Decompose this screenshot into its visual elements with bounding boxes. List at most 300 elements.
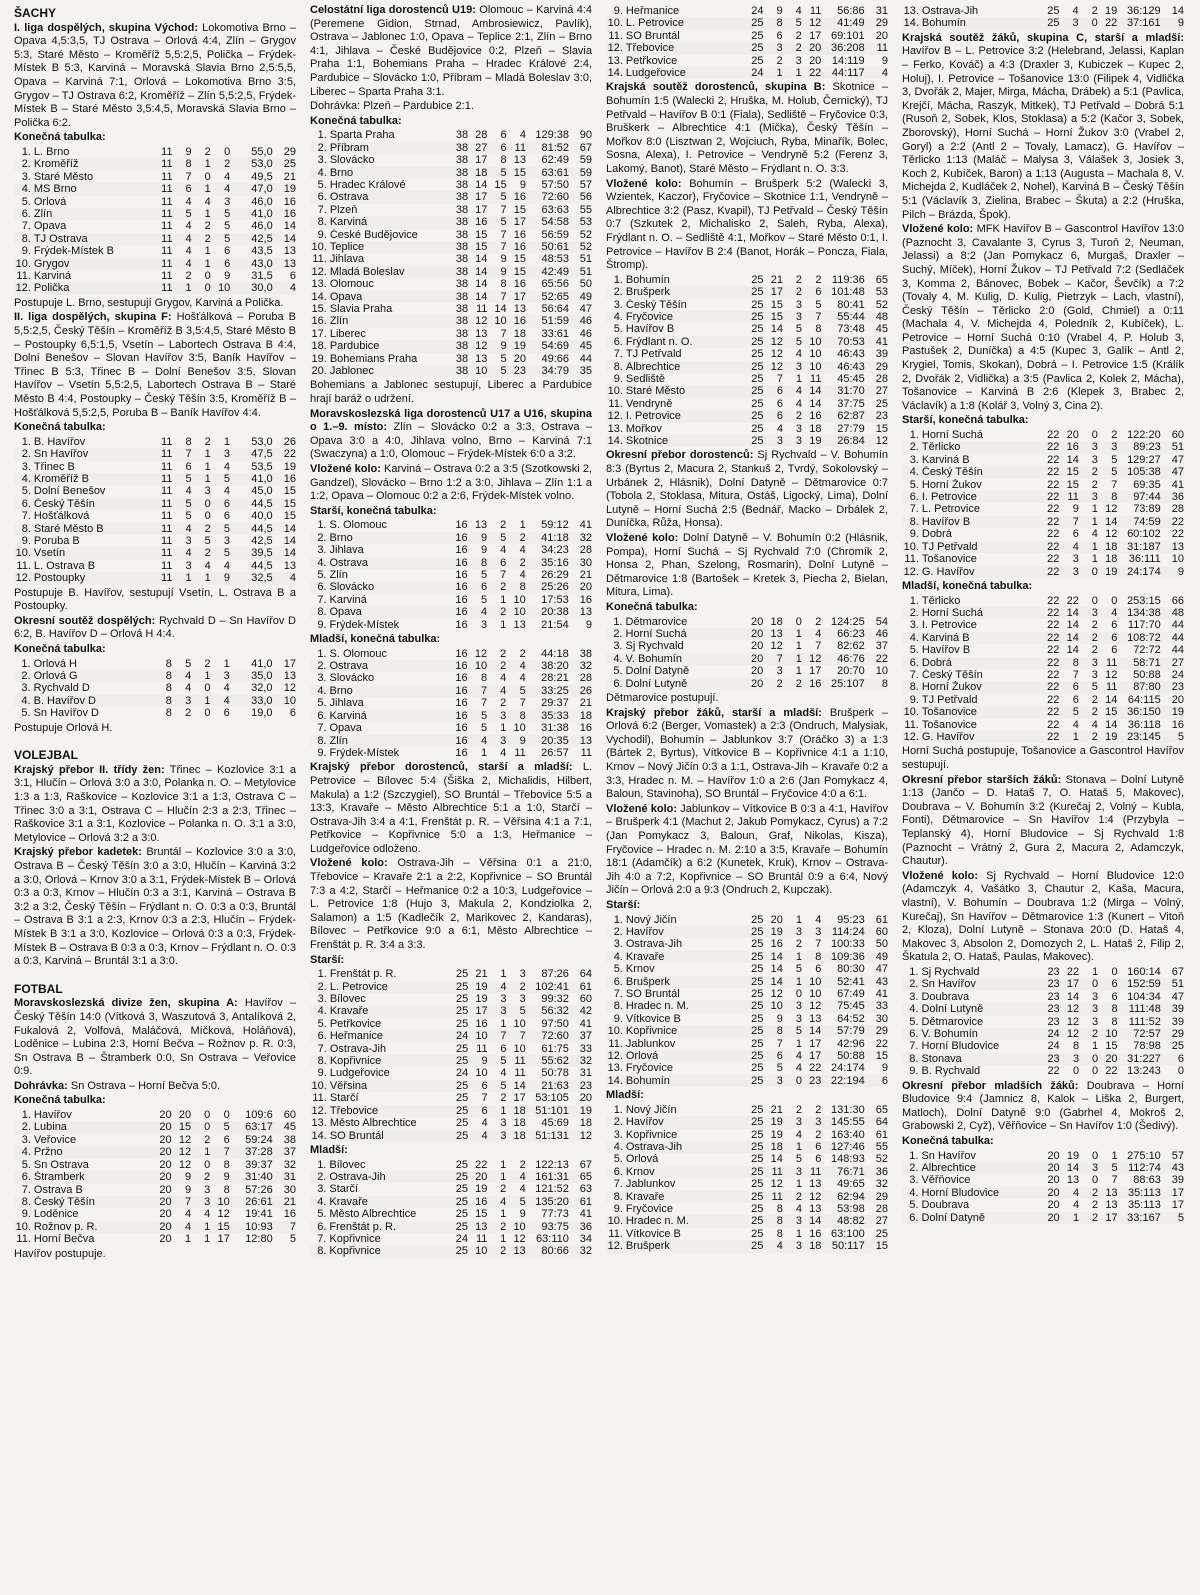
- team-cell: Kravaře: [329, 1005, 369, 1018]
- draws-cell: 2: [1091, 478, 1098, 491]
- paragraph-text: Dětmarovice postupují.: [606, 692, 719, 704]
- team-cell: Zlín: [329, 569, 348, 582]
- wins-cell: 14: [770, 963, 783, 976]
- table-row: [606, 1141, 888, 1153]
- score-cell: 59:24: [245, 1133, 273, 1146]
- played-cell: 20: [751, 652, 764, 665]
- played-cell: 20: [751, 665, 764, 678]
- table-row: [310, 241, 592, 253]
- team-cell: Opava: [329, 722, 362, 735]
- draws-cell: 2: [795, 286, 802, 299]
- wins-cell: 7: [776, 652, 783, 665]
- rank-cell: 16.: [311, 315, 327, 328]
- wins-cell: 17: [475, 191, 488, 204]
- losses-cell: 6: [815, 286, 822, 299]
- paragraph-heading: Starší:: [310, 953, 345, 966]
- score-cell: 88:63: [1133, 1174, 1161, 1187]
- draws-cell: 2: [795, 938, 802, 951]
- draws-cell: 0: [204, 1109, 211, 1122]
- team-cell: Sj Rychvald: [625, 640, 684, 653]
- points-cell: 13: [283, 670, 296, 682]
- table-row: [14, 1171, 296, 1183]
- team-cell: Zlín: [329, 315, 349, 328]
- results-paragraph: [14, 764, 296, 846]
- played-cell: 25: [455, 1220, 468, 1233]
- wins-cell: 3: [185, 694, 192, 707]
- points-cell: 5: [1177, 730, 1184, 743]
- played-cell: 25: [455, 1183, 468, 1196]
- losses-cell: 8: [1111, 491, 1118, 504]
- team-cell: Vsetín: [33, 547, 66, 560]
- rank-cell: 13.: [607, 54, 623, 67]
- losses-cell: 17: [809, 665, 822, 678]
- draws-cell: 1: [795, 627, 802, 640]
- wins-cell: 6: [776, 397, 783, 410]
- losses-cell: 10: [809, 335, 822, 348]
- results-paragraph: [606, 178, 888, 273]
- rank-cell: 6.: [909, 1027, 919, 1040]
- results-paragraph: [606, 707, 888, 802]
- draws-cell: 2: [1091, 5, 1098, 17]
- wins-cell: 5: [481, 569, 488, 582]
- points-cell: 52: [579, 228, 592, 241]
- draws-cell: 4: [795, 348, 802, 361]
- points-cell: 6: [289, 270, 296, 282]
- score-cell: 55,0: [251, 145, 273, 158]
- points-cell: 53: [579, 216, 592, 229]
- points-cell: 29: [283, 145, 296, 158]
- played-cell: 25: [751, 397, 764, 410]
- rank-cell: 2.: [317, 141, 327, 154]
- team-cell: Dětmarovice: [921, 1015, 984, 1028]
- rank-cell: 10.: [15, 1220, 31, 1233]
- rank-cell: 14.: [903, 17, 919, 30]
- wins-cell: 14: [475, 253, 488, 266]
- table-row: [310, 735, 592, 747]
- rank-cell: 2.: [909, 441, 919, 454]
- losses-cell: 12: [1105, 503, 1118, 516]
- draws-cell: 7: [500, 203, 507, 216]
- score-cell: 64:115: [1127, 693, 1161, 706]
- wins-cell: 14: [770, 1153, 783, 1166]
- played-cell: 22: [1047, 706, 1060, 719]
- table-row: [310, 1130, 592, 1142]
- table-row: [902, 619, 1184, 631]
- team-cell: Město Albrechtice: [329, 1208, 417, 1221]
- score-cell: 31:38: [541, 722, 569, 735]
- losses-cell: 9: [224, 270, 231, 282]
- losses-cell: 0: [223, 1109, 230, 1122]
- paragraph-text: Sj Rychvald – Horní Bludovice 12:0 (Adamczyk 4, Vašátko 3, Chautur 2, Kaša, Macura, vlastní), V. Bohumín – Doubrava 1:2 (Mirga – Volný, Kurečaj), Sn Havířov – Dětmarovice 1:3 (Kunert – Vitoň 2, Kloza), Dolní Lutyně – Stonava 20:0 (D. Hataš 4, Makovec 3, Absolon 2, Domozych 2, L. Hataš 2, Filip 2, Škatula 2, O. Hataš, Paulas, Makovec).: [902, 869, 1184, 964]
- played-cell: 25: [751, 286, 764, 299]
- score-cell: 35,0: [251, 670, 273, 682]
- team-cell: Bohumín: [625, 273, 670, 286]
- table-row: [902, 978, 1184, 990]
- table-row: [310, 544, 592, 556]
- played-cell: 8: [165, 707, 172, 720]
- score-cell: 63:110: [536, 1232, 569, 1245]
- played-cell: 22: [1047, 594, 1060, 607]
- draws-cell: 3: [1091, 441, 1098, 454]
- table-row: [902, 491, 1184, 503]
- losses-cell: 18: [513, 1104, 526, 1117]
- rank-cell: 13.: [903, 5, 919, 17]
- table-row: [310, 1080, 592, 1092]
- score-cell: 52:41: [837, 975, 865, 988]
- rank-cell: 12.: [903, 565, 919, 578]
- team-cell: Třebovice: [625, 42, 675, 55]
- wins-cell: 8: [776, 1025, 783, 1038]
- team-cell: Orlová: [625, 1153, 659, 1166]
- standings-table: [310, 519, 592, 631]
- rank-cell: 10.: [607, 1215, 623, 1228]
- played-cell: 11: [161, 460, 173, 473]
- rank-cell: 8.: [613, 1000, 623, 1013]
- points-cell: 25: [875, 1227, 888, 1240]
- table-row: [310, 710, 592, 722]
- points-cell: 39: [1171, 1003, 1184, 1016]
- score-cell: 23:145: [1127, 730, 1161, 743]
- score-cell: 50:78: [541, 1067, 569, 1080]
- points-cell: 36: [1171, 491, 1184, 504]
- rank-cell: 2.: [317, 531, 327, 544]
- table-row: [606, 616, 888, 628]
- table-row: [902, 731, 1184, 743]
- rank-cell: 4.: [909, 1003, 919, 1016]
- draws-cell: 4: [204, 559, 211, 572]
- table-row: [606, 398, 888, 410]
- played-cell: 25: [751, 1153, 764, 1166]
- draws-cell: 2: [1091, 631, 1098, 644]
- table-row: [902, 632, 1184, 644]
- wins-cell: 17: [475, 154, 488, 167]
- table-row: [14, 436, 296, 448]
- rank-cell: 11.: [16, 559, 31, 572]
- points-cell: 30: [283, 1183, 296, 1196]
- played-cell: 38: [455, 166, 469, 179]
- team-cell: Ostrava: [329, 556, 369, 569]
- wins-cell: 9: [481, 1055, 488, 1068]
- draws-cell: 3: [500, 1005, 507, 1018]
- played-cell: 24: [456, 1067, 469, 1080]
- wins-cell: 4: [481, 1129, 488, 1142]
- points-cell: 28: [579, 672, 592, 685]
- rank-cell: 10.: [903, 540, 919, 553]
- rank-cell: 7.: [317, 1042, 327, 1055]
- losses-cell: 19: [809, 435, 822, 448]
- played-cell: 23: [1047, 1052, 1060, 1065]
- played-cell: 25: [751, 1215, 764, 1228]
- table-row: [902, 694, 1184, 706]
- team-cell: Fryčovice: [625, 1203, 673, 1216]
- draws-cell: 3: [1092, 990, 1099, 1003]
- rank-cell: 2.: [317, 980, 327, 993]
- rank-cell: 6.: [21, 1171, 31, 1184]
- wins-cell: 7: [185, 448, 192, 461]
- team-cell: Krnov: [625, 1165, 655, 1178]
- points-cell: 23: [579, 1079, 592, 1092]
- results-paragraph: [310, 100, 592, 114]
- losses-cell: 12: [809, 1190, 822, 1203]
- team-cell: Ostrava-Jih: [329, 1170, 386, 1183]
- played-cell: 25: [455, 1170, 468, 1183]
- losses-cell: 10: [513, 593, 526, 606]
- draws-cell: 2: [500, 1092, 507, 1105]
- draws-cell: 3: [1091, 606, 1098, 619]
- losses-cell: 7: [815, 310, 822, 323]
- draws-cell: 4: [795, 385, 802, 398]
- table-row: [902, 1162, 1184, 1174]
- team-cell: Doubrava: [921, 1199, 970, 1212]
- losses-cell: 4: [815, 627, 822, 640]
- score-cell: 63:61: [541, 166, 570, 179]
- losses-cell: 4: [815, 913, 822, 926]
- draws-cell: 3: [795, 1215, 802, 1228]
- paragraph-heading: Krajská soutěž žáků, skupina C, starší a mladší:: [902, 31, 1184, 44]
- wins-cell: 21: [770, 273, 783, 286]
- played-cell: 11: [161, 472, 173, 485]
- points-cell: 46: [579, 315, 592, 328]
- score-cell: 44:117: [831, 67, 865, 80]
- wins-cell: 14: [1066, 453, 1079, 466]
- points-cell: 64: [579, 968, 592, 981]
- rank-cell: 6.: [909, 491, 919, 504]
- points-cell: 60: [579, 993, 592, 1006]
- played-cell: 20: [159, 1171, 172, 1184]
- score-cell: 108:72: [1127, 631, 1161, 644]
- paragraph-heading: Vložené kolo:: [310, 463, 381, 476]
- draws-cell: 7: [500, 569, 507, 582]
- rank-cell: 1.: [909, 965, 919, 978]
- score-cell: 45:45: [837, 373, 865, 385]
- wins-cell: 15: [475, 241, 488, 253]
- rank-cell: 2.: [21, 670, 31, 682]
- draws-cell: 7: [500, 327, 507, 340]
- wins-cell: 6: [776, 385, 783, 398]
- points-cell: 55: [875, 1141, 888, 1153]
- rank-cell: 1.: [317, 519, 327, 532]
- score-cell: 31:187: [1127, 540, 1161, 553]
- wins-cell: 15: [475, 228, 488, 241]
- wins-cell: 12: [1066, 1015, 1080, 1028]
- score-cell: 53,0: [251, 435, 273, 448]
- wins-cell: 15: [1066, 478, 1079, 491]
- draws-cell: 5: [795, 1153, 802, 1166]
- losses-cell: 22: [1105, 1065, 1118, 1078]
- losses-cell: 13: [809, 1203, 822, 1216]
- points-cell: 26: [283, 435, 296, 448]
- wins-cell: 3: [185, 535, 192, 547]
- rank-cell: 1.: [317, 129, 327, 142]
- table-row: [606, 435, 888, 447]
- team-cell: Havířov B: [625, 323, 675, 336]
- table-row: [310, 581, 592, 593]
- points-cell: 60: [1171, 429, 1184, 442]
- team-cell: Sn Havířov: [921, 1149, 976, 1162]
- played-cell: 38: [455, 315, 469, 328]
- points-cell: 22: [875, 1037, 888, 1050]
- wins-cell: 12: [1066, 1003, 1080, 1016]
- team-cell: Frýdek-Místek B: [33, 245, 114, 258]
- points-cell: 39: [1171, 1015, 1184, 1028]
- table-row: [310, 619, 592, 631]
- wins-cell: 5: [1072, 706, 1079, 719]
- rank-cell: 1.: [317, 968, 327, 981]
- draws-cell: 0: [204, 282, 211, 295]
- rank-cell: 11.: [312, 1092, 327, 1105]
- rank-cell: 14.: [607, 1074, 623, 1087]
- played-cell: 8: [165, 694, 172, 707]
- results-paragraph: [606, 692, 888, 706]
- wins-cell: 8: [776, 17, 783, 30]
- score-cell: 60:102: [1127, 528, 1161, 541]
- team-cell: Starčí: [329, 1183, 359, 1196]
- played-cell: 8: [165, 657, 172, 670]
- played-cell: 11: [161, 448, 173, 461]
- draws-cell: 0: [1092, 978, 1099, 991]
- table-row: [310, 229, 592, 241]
- paragraph-heading: Dohrávka:: [14, 1079, 68, 1092]
- team-cell: Havířov: [625, 1116, 664, 1129]
- team-cell: Tošanovice: [921, 706, 977, 719]
- draws-cell: 4: [500, 1195, 507, 1208]
- score-cell: 45:69: [541, 1117, 569, 1130]
- draws-cell: 4: [500, 980, 507, 993]
- points-cell: 38: [579, 647, 592, 660]
- losses-cell: 12: [513, 1232, 526, 1245]
- wins-cell: 12: [770, 360, 783, 373]
- losses-cell: 17: [513, 290, 526, 303]
- score-cell: 35:16: [541, 556, 569, 569]
- wins-cell: 20: [475, 1170, 488, 1183]
- played-cell: 25: [751, 385, 764, 398]
- points-cell: 29: [875, 1025, 888, 1038]
- played-cell: 22: [1047, 540, 1060, 553]
- points-cell: 16: [579, 593, 592, 606]
- draws-cell: 9: [500, 253, 507, 266]
- losses-cell: 12: [809, 652, 822, 665]
- wins-cell: 16: [475, 1195, 488, 1208]
- played-cell: 11: [161, 572, 173, 585]
- paragraph-text: Postupuje B. Havířov, sestupují Vsetín, L. Ostrava B a Postoupky.: [14, 586, 296, 613]
- score-cell: 134:38: [1127, 606, 1161, 619]
- wins-cell: 20: [178, 1109, 192, 1122]
- losses-cell: 9: [519, 734, 526, 747]
- rank-cell: 7.: [317, 203, 327, 216]
- losses-cell: 16: [809, 410, 822, 423]
- points-cell: 4: [289, 572, 296, 585]
- points-cell: 65: [579, 1170, 592, 1183]
- team-cell: Těrlicko: [921, 594, 961, 607]
- points-cell: 57: [579, 178, 592, 191]
- score-cell: 72:72: [1133, 644, 1161, 657]
- team-cell: Havířov B: [921, 644, 971, 657]
- draws-cell: 0: [795, 987, 802, 1000]
- team-cell: Těrlicko: [921, 441, 961, 454]
- rank-cell: 10.: [311, 1079, 327, 1092]
- wins-cell: 19: [475, 980, 488, 993]
- wins-cell: 6: [1072, 693, 1079, 706]
- team-cell: TJ Petřvald: [625, 348, 682, 361]
- paragraph-heading: I. liga dospělých, skupina Východ:: [14, 21, 198, 34]
- points-cell: 24: [1171, 668, 1184, 681]
- score-cell: 41,0: [251, 657, 273, 670]
- wins-cell: 4: [481, 1117, 488, 1130]
- points-cell: 35: [579, 365, 592, 378]
- rank-cell: 4.: [909, 631, 919, 644]
- team-cell: TJ Ostrava: [33, 232, 88, 245]
- wins-cell: 14: [475, 265, 488, 278]
- team-cell: Hradec n. M.: [625, 1215, 689, 1228]
- rank-cell: 6.: [613, 677, 623, 690]
- standings-table: [14, 146, 296, 295]
- played-cell: 22: [1047, 693, 1060, 706]
- rank-cell: 9.: [613, 1012, 623, 1025]
- points-cell: 59: [579, 166, 592, 179]
- rank-cell: 2.: [909, 606, 919, 619]
- draws-cell: 3: [1092, 1161, 1099, 1174]
- losses-cell: 4: [223, 559, 230, 572]
- paragraph-text: Jablunkov – Vítkovice B 0:3 a 4:1, Havířov – Brušperk 4:1 (Machut 2, Jakub Pomykacz, Cyrus) a 7:2 (Jan Pomykacz 3, Baloun, Graf, Nikolas, Kisza), Fryčovice – Hradec n. M. 2:10 a 3:5, Kravaře – Bohumín 18:1 (Adamčík) a 6:2 (Kunetek, Kruk), Krnov – Ostrava-Jih 4:0 a 7:2, Kopřivnice – SO Bruntál 0:9 a 6:4, Nový Jičín – Orlová 2:0 a 9:3 (Ondruch 2, Kupczak).: [606, 802, 888, 897]
- played-cell: 22: [1047, 565, 1060, 578]
- paragraph-heading: Starší, konečná tabulka:: [310, 504, 437, 517]
- table-row: [310, 303, 592, 315]
- rank-cell: 14.: [311, 290, 327, 303]
- draws-cell: 3: [204, 1195, 211, 1208]
- played-cell: 23: [1047, 978, 1060, 991]
- losses-cell: 11: [1105, 681, 1118, 694]
- team-cell: Frýdek-Místek: [329, 746, 400, 759]
- standings-table: [310, 1159, 592, 1258]
- rank-cell: 6.: [317, 1030, 327, 1043]
- score-cell: 35:33: [541, 709, 569, 722]
- table-row: [310, 672, 592, 684]
- score-cell: 109:36: [831, 950, 865, 963]
- draws-cell: 5: [500, 1055, 507, 1068]
- score-cell: 26:61: [245, 1195, 273, 1208]
- team-cell: Fryčovice: [625, 1062, 673, 1075]
- draws-cell: 1: [500, 1208, 507, 1221]
- table-row: [14, 448, 296, 460]
- points-cell: 32: [283, 1158, 296, 1171]
- points-cell: 5: [1177, 1211, 1184, 1224]
- played-cell: 22: [1047, 730, 1060, 743]
- wins-cell: 8: [185, 158, 192, 171]
- draws-cell: 0: [204, 270, 211, 282]
- points-cell: 51: [579, 253, 592, 266]
- wins-cell: 4: [185, 682, 192, 695]
- played-cell: 11: [161, 195, 173, 208]
- paragraph-heading: Mladší:: [606, 1089, 644, 1102]
- table-row: [14, 572, 296, 584]
- points-cell: 15: [283, 497, 296, 510]
- points-cell: 14: [283, 522, 296, 535]
- draws-cell: 14: [494, 303, 507, 316]
- losses-cell: 1: [519, 519, 526, 532]
- rank-cell: 13.: [311, 1117, 327, 1130]
- table-row: [310, 1245, 592, 1257]
- played-cell: 25: [751, 1141, 764, 1153]
- team-cell: Doubrava: [921, 990, 970, 1003]
- points-cell: 28: [579, 544, 592, 557]
- team-cell: Kopřivnice: [625, 1128, 678, 1141]
- draws-cell: 1: [795, 1037, 802, 1050]
- wins-cell: 7: [776, 1037, 783, 1050]
- draws-cell: 4: [795, 1062, 802, 1075]
- points-cell: 9: [881, 54, 888, 67]
- points-cell: 16: [283, 207, 296, 220]
- losses-cell: 11: [514, 1067, 526, 1080]
